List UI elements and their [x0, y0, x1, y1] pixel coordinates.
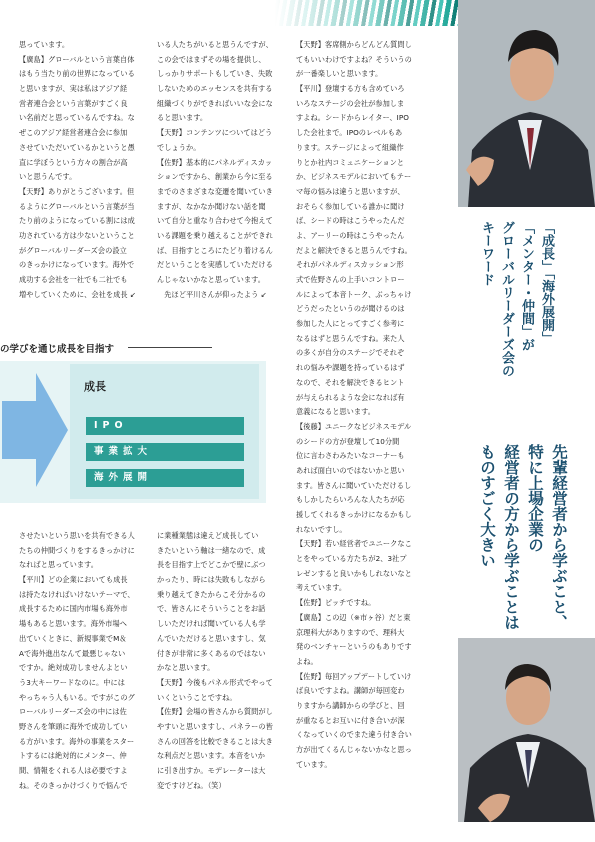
portrait-photo-top	[458, 0, 595, 207]
text-column-1: 思っています。 【廣島】グローバルという言葉自体 はもう当たり前の世界になっている と思いますが、実は私はアジア経 営者連合会という言葉がすごく良 い名前だと思っているんですね。な ぜこのアジア経営者連合会に参加 させていただいているかというと愚 直に学ぼうという方々の割合が高 いと思うんです。 【天野】ありがとうございます。但 るようにグローバルという言葉が当 たり前のようになっている割には成 功されている方は少ないということ がグローバルリーダーズ会の設立 のきっかけになっています。海外で 成功する会社を一社でも二社でも 増やしていくために、会社を成長 ↙	[19, 40, 136, 299]
growth-title: 成長	[84, 380, 106, 393]
growth-item-overseas-expansion: 海外展開	[86, 469, 244, 487]
portrait-photo-bottom	[458, 638, 595, 822]
header-stripe-fade	[0, 0, 458, 26]
quote-heading: 先輩経営者から学ぶこと、 特に上場企業の 経営者の方から学ぶことは ものすごく大きい	[478, 444, 569, 630]
text-column-4: させたいという思いを共有できる人 たちの仲間づくりをするきっかけに なればと思っています。 【平川】どの企業においても成長 は持たなければいけないテーマで、 成長するために国内市場も海外市 場もあると思います。海外市場へ 出ていくときに、新規事業でM＆ Aで海外進出なんて最悪じゃない ですか。絶対成功しませんよとい う3大キーワードなのに。中には やっちゃう人もいる。ですがこのグ ローバルリーダーズ会の中には佐 野さんを筆頭に海外で成功してい る方がいます。海外の事業をスター トするには絶対的にメンター、仲 間、情報をくれる人は必要ですよ ね。そのきっかけづくりで悩んで	[19, 531, 135, 790]
text-column-3: 【天野】客席側からどんどん質問し てもいいわけですよね？そういうの が一番楽しいと思います。 【平川】登壇する方も含めていろ いろなステージの会社が参加しま すよね。シードからレイター、IPO した会社まで。IPOのレベルもあ ります。ステージによって組織作 りとか社内コミュニケーションと か、ビジネスモデルにおいてもテー マ毎の悩みは違うと思いますが、 おそらく参加している誰かに聞け ば、シードの時はこうやったんだ よ、アーリーの時はこうやったん だよと解決できると思うんですね。 それがパネルディスカッション形 式で佐野さんの上手いコントロー ルによって本音トーク、ぶっちゃけ どうだったというのが聞けるのは 参加した人にとってすごく参考に なるはずと思うんですね。来た人 の多くが自分のステージでそれぞ れの悩みや課題を持っているはず なので、それを解決できるヒント が与えられるような会になれば有 意義になると思います。 【後藤】ユニークなビジネスモデル のシードの方が登壇して10分間 位に言わさわみたいなコーナーも あれば面白いのではないかと思い ます。皆さんに聞いていただけるし もしかしたらいろんな人たちが応 援してくれるきっかけになるかもし れないですし。 【天野】若い経営者でユニークなこ とをやっている方たちが2、3社プ レゼンすると良いかもしれないなと 考えています。 【佐野】ピッチですね。 【廣島】この辺（※市ヶ谷）だと東 京理科大がありますので、理科大 発のベンチャーというのもありです よね。 【佐野】毎回アップデートしていけ ば良いですよね。講師が毎回変わ りますから講師からの学びと、回 が重なるとお互いに付き合いが深 くなっていくのでまた違う付き合い 方が出てくるんじゃないかなと思っ ています。	[296, 40, 412, 769]
keyword-heading: 「成長」「海外展開」 「メンター・仲間」が グローバルリーダーズ会の キーワード	[479, 221, 554, 377]
growth-item-ipo: IPO	[86, 417, 244, 435]
growth-item-business-expansion: 事業拡大	[86, 443, 244, 461]
text-column-2: いる人たちがいると思うんですが、 この会ではまずその場を提供し、 しっかりサポートもしていき、失敗 しないためのエッセンスを共有する 組織づくりができればいいな会にな ると思います。 【天野】コンテンツについてはどう でしょうか。 【佐野】基本的にパネルディスカッ ションですから、創業から今に至る までのさまざまな変遷を聞いていき ますが、なかなか聞けない話を聞 いて自分と重なり合わせて今抱えて いる課題を乗り越えることができれ ば、目指すところにたどり着けるん だということを実感していただける んじゃないかなと思っています。 先ほど平川さんが仰ったよう ↙	[157, 40, 273, 299]
section-heading-rule	[128, 347, 212, 348]
arrow-icon	[2, 373, 70, 487]
text-column-5: に業種業態は違えど成長してい きたいという軸は一緒なので、成 長を目指す上でどこかで壁にぶつ かったり、時には失敗もしながら 乗り越えてきたからこそ分かるの で、皆さんにそういうことをお話 しいただければ聞いている人も学 んでいただけると思いますし、気 付きが非常に多くあるのではない かなと思います。 【天野】今後もパネル形式でやって いくということですね。 【佐野】会場の皆さんから質問がし やすいと思いますし、パネラーの皆 さんの回答を比較できることは大き な利点だと思います。本音をいか に引き出すか。モデレーターは大 変ですけどね。（笑）	[157, 531, 273, 790]
section-heading: の学びを通じ成長を目指す	[0, 344, 115, 355]
